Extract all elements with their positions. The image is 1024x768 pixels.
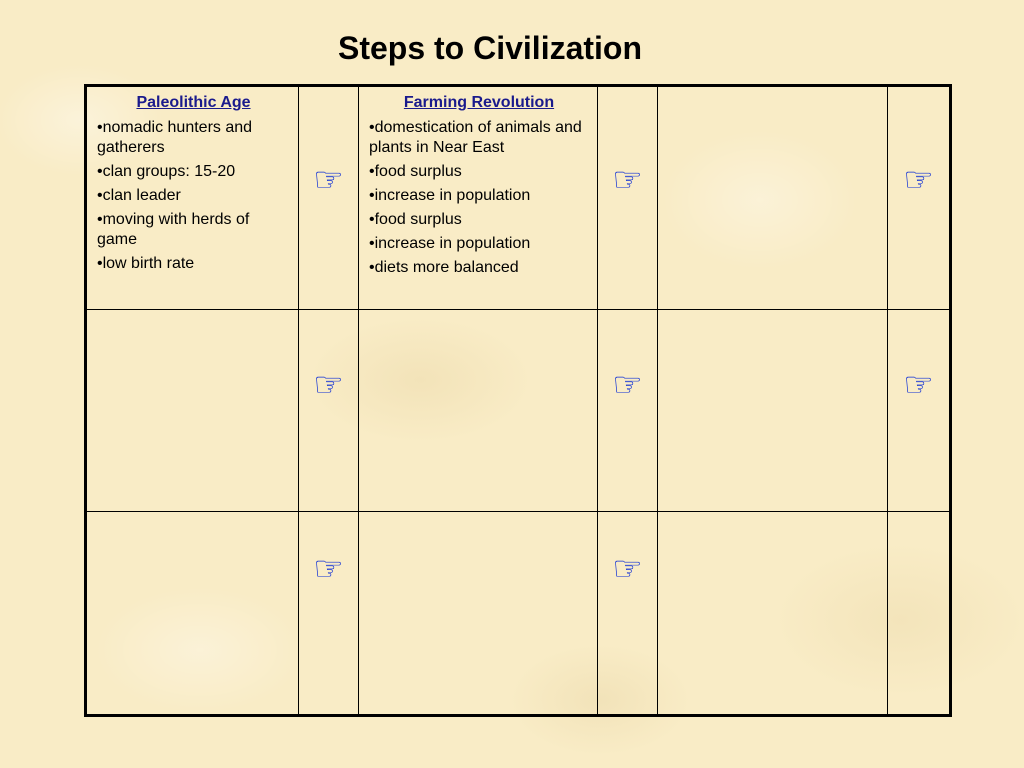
arrow-cell bbox=[598, 86, 658, 310]
pointing-hand-right-icon: ☞ bbox=[903, 365, 934, 405]
bullet-item: •nomadic hunters and gatherers bbox=[97, 119, 253, 156]
paleolithic-age-heading: Paleolithic Age bbox=[136, 94, 251, 111]
bullet-item: •domestication of animals and plants in Near East bbox=[369, 119, 582, 156]
empty-stage-cell bbox=[658, 310, 888, 512]
bullet-item: •diets more balanced bbox=[369, 259, 519, 276]
table-row bbox=[86, 86, 951, 310]
pointing-hand-right-icon: ☞ bbox=[903, 160, 934, 200]
empty-stage-cell bbox=[359, 512, 598, 716]
pointing-hand-right-icon: ☞ bbox=[612, 160, 643, 200]
empty-stage-cell bbox=[86, 512, 299, 716]
arrow-cell bbox=[888, 86, 951, 310]
empty-arrow-cell bbox=[888, 512, 951, 716]
steps-table bbox=[84, 84, 952, 717]
pointing-hand-right-icon: ☞ bbox=[313, 160, 344, 200]
arrow-cell bbox=[888, 310, 951, 512]
farming-revolution-cell bbox=[359, 86, 598, 310]
empty-stage-cell bbox=[658, 86, 888, 310]
pointing-hand-right-icon: ☞ bbox=[612, 549, 643, 589]
bullet-item: •food surplus bbox=[369, 211, 462, 228]
farming-revolution-heading: Farming Revolution bbox=[403, 94, 555, 111]
pointing-hand-right-icon: ☞ bbox=[612, 365, 643, 405]
bullet-item: •increase in population bbox=[369, 187, 531, 204]
bullet-item: •low birth rate bbox=[97, 255, 195, 272]
arrow-cell bbox=[299, 512, 359, 716]
paleolithic-age-cell bbox=[86, 86, 299, 310]
bullet-item: •food surplus bbox=[369, 163, 462, 180]
empty-stage-cell bbox=[86, 310, 299, 512]
bullet-item: •increase in population bbox=[369, 235, 531, 252]
table-row bbox=[86, 310, 951, 512]
bullet-item: •moving with herds of game bbox=[97, 211, 250, 248]
empty-stage-cell bbox=[359, 310, 598, 512]
pointing-hand-right-icon: ☞ bbox=[313, 365, 344, 405]
arrow-cell bbox=[299, 86, 359, 310]
bullet-item: •clan leader bbox=[97, 187, 181, 204]
table-row bbox=[86, 512, 951, 716]
arrow-cell bbox=[598, 512, 658, 716]
empty-stage-cell bbox=[658, 512, 888, 716]
slide-title: Steps to Civilization bbox=[337, 30, 643, 66]
bullet-item: •clan groups: 15-20 bbox=[97, 163, 236, 180]
pointing-hand-right-icon: ☞ bbox=[313, 549, 344, 589]
arrow-cell bbox=[299, 310, 359, 512]
arrow-cell bbox=[598, 310, 658, 512]
